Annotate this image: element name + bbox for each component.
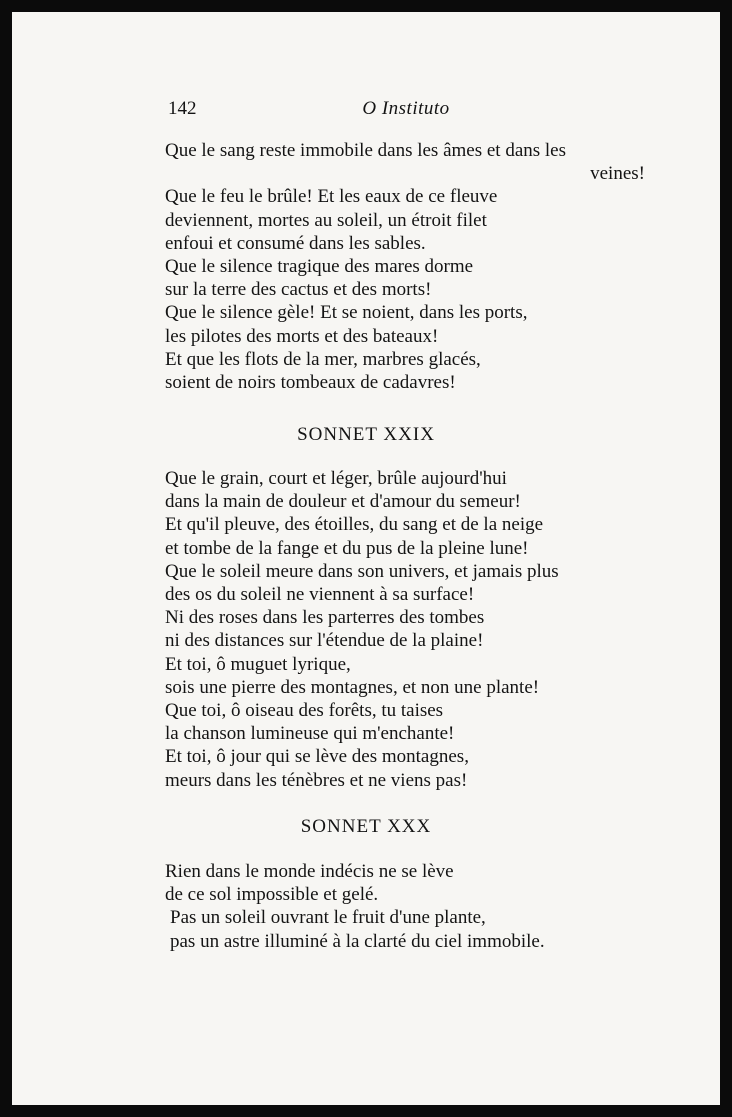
poem-line: de ce sol impossible et gelé. <box>165 884 379 906</box>
poem-line: Que le feu le brûle! Et les eaux de ce fleuve <box>165 186 498 208</box>
poem-line: Et toi, ô jour qui se lève des montagnes, <box>165 746 469 768</box>
poem-line: dans la main de douleur et d'amour du semeur! <box>165 491 521 513</box>
poem-line: la chanson lumineuse qui m'enchante! <box>165 723 455 745</box>
poem-line: deviennent, mortes au soleil, un étroit filet <box>165 209 487 231</box>
poem-line: et tombe de la fange et du pus de la pleine lune! <box>165 537 529 559</box>
running-title: O Instituto <box>362 98 450 119</box>
poem-line: ni des distances sur l'étendue de la plaine! <box>165 630 484 652</box>
poem-line: enfoui et consumé dans les sables. <box>165 232 426 254</box>
poem-line: soient de noirs tombeaux de cadavres! <box>165 372 456 394</box>
page-number: 142 <box>168 98 197 119</box>
poem-line: Que le sang reste immobile dans les âmes et dans les <box>165 140 567 161</box>
poem-line: meurs dans les ténèbres et ne viens pas! <box>165 769 468 791</box>
poem-line: Et qu'il pleuve, des étoilles, du sang et de la neige <box>165 514 544 536</box>
poem-line-continuation: veines! <box>590 163 645 185</box>
poem-line: Que le silence gèle! Et se noient, dans les ports, <box>165 302 528 324</box>
poem-line: Que toi, ô oiseau des forêts, tu taises <box>165 700 444 722</box>
poem-line: Rien dans le monde indécis ne se lève <box>165 861 454 882</box>
sonnet-xxx-title: SONNET XXX <box>300 816 432 837</box>
poem-line: Ni des roses dans les parterres des tombes <box>165 607 485 629</box>
book-page <box>12 12 720 1105</box>
poem-line: sur la terre des cactus et des morts! <box>165 279 432 301</box>
poem-line: des os du soleil ne viennent à sa surface! <box>165 584 475 606</box>
poem-line: Que le silence tragique des mares dorme <box>165 256 474 278</box>
poem-line: Et toi, ô muguet lyrique, <box>165 653 351 675</box>
poem-line: Que le soleil meure dans son univers, et jamais plus <box>165 560 559 582</box>
sonnet-xxix-body <box>165 467 645 792</box>
poem-line: pas un astre illuminé à la clarté du ciel immobile. <box>170 930 545 952</box>
page-header <box>168 98 644 124</box>
sonnet-xxix-title: SONNET XXIX <box>297 424 435 445</box>
poem-line: Que le grain, court et léger, brûle aujourd'hui <box>165 468 507 489</box>
sonnet-xxx-body <box>165 860 645 953</box>
stanza-continued <box>165 139 645 394</box>
poem-line: Et que les flots de la mer, marbres glacés, <box>165 348 481 370</box>
poem-line: les pilotes des morts et des bateaux! <box>165 325 439 347</box>
poem-line: Pas un soleil ouvrant le fruit d'une plante, <box>170 907 486 929</box>
poem-line: sois une pierre des montagnes, et non une plante! <box>165 676 540 698</box>
